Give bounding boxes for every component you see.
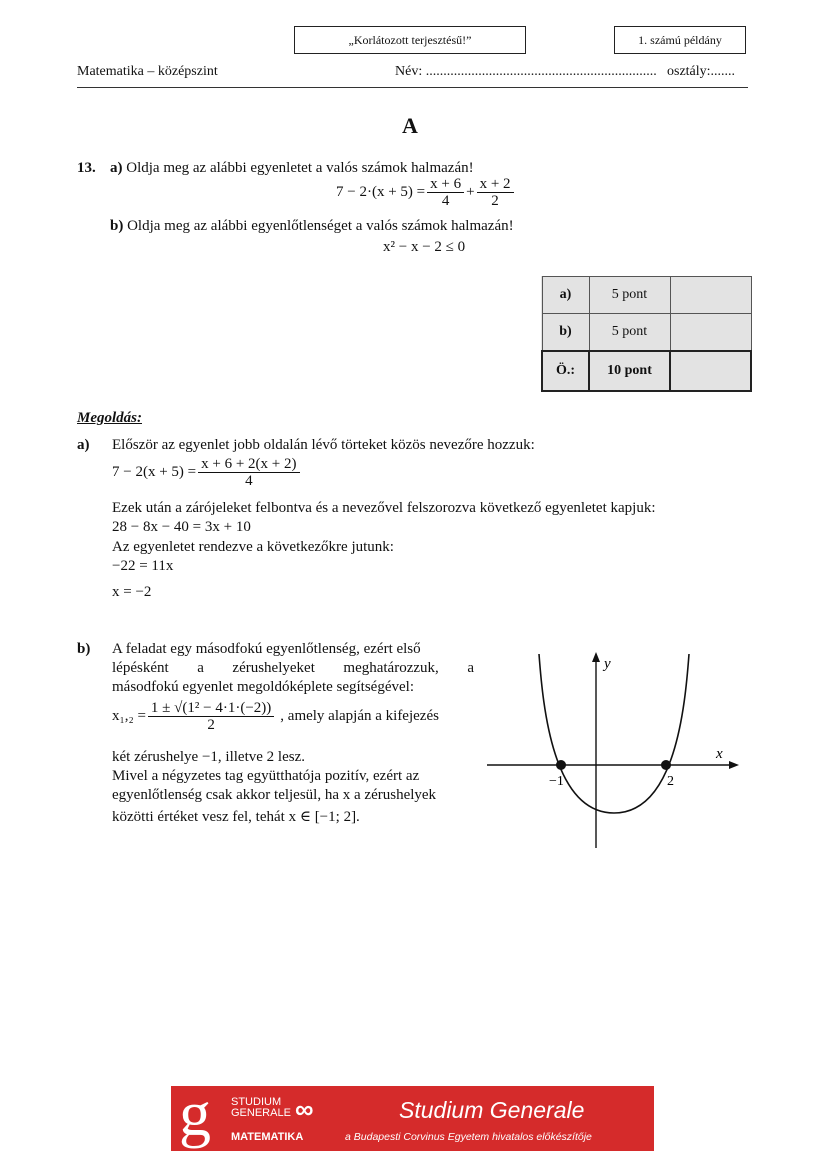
version-letter: A <box>402 113 418 138</box>
problem-part-a <box>110 160 474 177</box>
footer-generale: GENERALE <box>231 1107 291 1119</box>
footer-banner <box>171 1078 654 1151</box>
solution-b-formula-tail: , amely alapján a kifejezés <box>280 708 439 724</box>
score-row-b <box>542 314 751 352</box>
equation-a-lhs: 7 − 2·(x + 5) = <box>336 184 426 200</box>
subject-label: Matematika – középszint <box>77 64 218 79</box>
solution-a-intro: Először az egyenlet jobb oldalán lévő törteket közös nevezőre hozzuk: <box>112 437 535 453</box>
parabola-graph <box>483 648 743 853</box>
footer-title: Studium Generale <box>399 1097 585 1123</box>
solution-b-fraction-denominator: 2 <box>207 717 215 733</box>
score-row-total <box>542 351 751 391</box>
fraction-2-denominator: 2 <box>491 193 499 209</box>
fraction-2 <box>477 176 514 209</box>
solution-b-line2: lépésként a zérushelyeket meghatározzuk, a <box>112 660 474 676</box>
score-points-b: 5 pont <box>589 314 670 352</box>
solution-b-fraction <box>148 700 274 733</box>
y-axis-label: y <box>604 656 611 672</box>
score-earned-b[interactable] <box>670 314 751 352</box>
copy-number-box <box>614 26 746 54</box>
restriction-label: „Korlátozott terjesztésű!” <box>348 32 472 47</box>
score-part-a: a) <box>542 277 589 314</box>
solution-a-fraction-numerator: x + 6 + 2(x + 2) <box>198 456 299 473</box>
score-part-total: Ö.: <box>542 351 589 391</box>
footer-logo-letter: g <box>179 1078 211 1149</box>
solution-b-line6: egyenlőtlenség csak akkor teljesül, ha x a zérushelyek <box>112 787 437 803</box>
solution-a-eq3: −22 = 11x <box>112 558 174 574</box>
root-point-2 <box>661 760 671 770</box>
score-points-total: 10 pont <box>589 351 670 391</box>
score-row-a <box>542 277 751 314</box>
inequality-b: x² − x − 2 ≤ 0 <box>383 239 466 255</box>
solution-a-fraction <box>198 456 299 489</box>
fraction-1 <box>427 176 464 209</box>
root-label-1: −1 <box>549 774 564 789</box>
score-points-a: 5 pont <box>589 277 670 314</box>
solution-a-eq4: x = −2 <box>112 584 152 600</box>
solution-b-line5: Mivel a négyzetes tag együtthatója pozitív, ezért az <box>112 768 420 784</box>
class-field: osztály:....... <box>667 64 736 79</box>
solution-b-formula <box>112 700 439 733</box>
part-a-text: Oldja meg az alábbi egyenletet a valós számok halmazán! <box>126 160 474 176</box>
solution-a-label: a) <box>77 437 90 453</box>
solution-b-label: b) <box>77 641 91 657</box>
plus-sign: + <box>466 184 475 200</box>
score-part-b: b) <box>542 314 589 352</box>
score-table <box>541 276 752 392</box>
parabola-curve <box>539 654 689 813</box>
solution-a-fraction-denominator: 4 <box>245 473 253 489</box>
header-divider <box>77 87 748 88</box>
solution-b-line3: másodfokú egyenlet megoldóképlete segítségével: <box>112 679 414 695</box>
y-axis-arrow <box>592 652 600 662</box>
fraction-2-numerator: x + 2 <box>477 176 514 193</box>
solution-b-line7: közötti értéket vesz fel, tehát x ∈ [−1; 2]. <box>112 809 360 825</box>
solution-a-eq1-lhs: 7 − 2(x + 5) = <box>112 464 197 480</box>
part-b-label: b) <box>110 218 124 234</box>
x-axis-arrow <box>729 761 739 769</box>
solution-heading: Megoldás: <box>77 410 142 426</box>
name-field: Név: .................................................................. <box>395 64 657 79</box>
fraction-1-denominator: 4 <box>441 193 450 209</box>
part-a-label: a) <box>110 160 123 176</box>
fraction-1-numerator: x + 6 <box>427 176 464 193</box>
footer-studium: STUDIUM <box>231 1096 282 1108</box>
part-b-text: Oldja meg az alábbi egyenlőtlenséget a valós számok halmazán! <box>127 218 514 234</box>
solution-a-eq2: 28 − 8x − 40 = 3x + 10 <box>112 519 251 535</box>
restriction-box <box>294 26 526 54</box>
root-point-1 <box>556 760 566 770</box>
score-earned-total[interactable] <box>670 351 751 391</box>
equation-a <box>336 176 516 209</box>
solution-a-text2: Ezek után a zárójeleket felbontva és a nevezővel felszorozva következő egyenletet kapjuk: <box>112 500 656 516</box>
solution-b-formula-lhs: x₁,₂ = <box>112 708 146 724</box>
score-earned-a[interactable] <box>670 277 751 314</box>
copy-number-label: 1. számú példány <box>638 32 722 47</box>
solution-b-line1: A feladat egy másodfokú egyenlőtlenség, ezért első <box>112 641 421 657</box>
x-axis-label: x <box>716 746 723 762</box>
problem-part-b <box>110 218 514 235</box>
problem-number: 13. <box>77 160 96 176</box>
footer-infinity-icon: ∞ <box>295 1094 314 1124</box>
solution-b-fraction-numerator: 1 ± √(1² − 4·1·(−2)) <box>148 700 274 717</box>
root-label-2: 2 <box>667 774 674 789</box>
solution-a-eq1 <box>112 456 302 489</box>
footer-matematika: MATEMATIKA <box>231 1131 304 1143</box>
solution-b-line4: két zérushelye −1, illetve 2 lesz. <box>112 749 305 765</box>
solution-a-text3: Az egyenletet rendezve a következőkre jutunk: <box>112 539 394 555</box>
footer-subtitle: a Budapesti Corvinus Egyetem hivatalos előkészítője <box>345 1131 592 1143</box>
